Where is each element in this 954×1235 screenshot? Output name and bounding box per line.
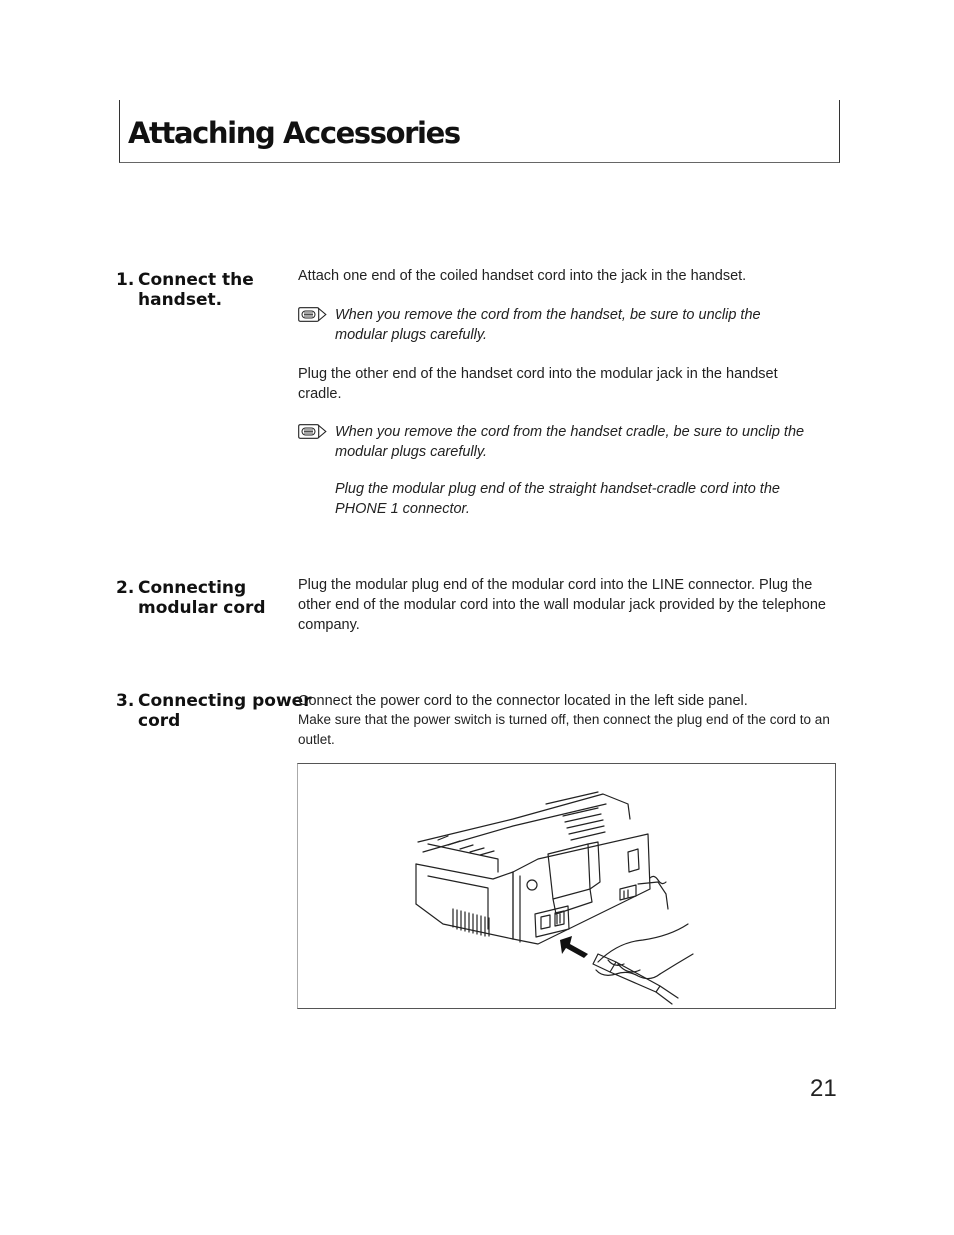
step-3-paragraph-1: Connect the power cord to the connector located in the left side panel. xyxy=(298,693,748,709)
step-3-heading-line2: cord xyxy=(138,711,181,731)
step-1-paragraph-2: Plug the other end of the handset cord into the modular jack in the handset cradle. xyxy=(298,366,778,402)
step-2-heading-line1: Connecting xyxy=(138,578,247,598)
step-2-number: 2. xyxy=(116,578,135,598)
step-1-note-2 xyxy=(298,422,835,462)
step-1-paragraph-3: Plug the modular plug end of the straight handset-cradle cord into the PHONE 1 connector. xyxy=(335,481,780,517)
step-1-heading-line1: Connect the xyxy=(138,270,254,290)
step-1-note-1-text: When you remove the cord from the handset, be sure to unclip the modular plugs carefully. xyxy=(335,307,761,343)
note-icon xyxy=(298,424,327,439)
step-1-instruction-3 xyxy=(298,479,825,519)
step-1-note-2-text: When you remove the cord from the handset cradle, be sure to unclip the modular plugs carefully. xyxy=(335,424,805,460)
step-1-paragraph-1: Attach one end of the coiled handset cord into the jack in the handset. xyxy=(298,268,747,284)
note-icon xyxy=(298,307,327,322)
step-2-heading-line2: modular cord xyxy=(138,598,266,618)
step-3-number: 3. xyxy=(116,691,135,711)
step-1-heading xyxy=(116,270,254,310)
step-1-number: 1. xyxy=(116,270,135,290)
step-2-paragraph-1: Plug the modular plug end of the modular cord into the LINE connector. Plug the other end of the modular cord into the wall modular jack provided by the telephone company. xyxy=(298,577,826,633)
page-title: Attaching Accessories xyxy=(128,116,460,150)
step-2-heading xyxy=(116,578,266,618)
step-3-heading xyxy=(116,691,312,731)
power-cord-illustration xyxy=(297,763,836,1009)
fax-machine-drawing xyxy=(298,764,835,1008)
step-3-paragraph-2: Make sure that the power switch is turned off, then connect the plug end of the cord to an outlet. xyxy=(298,712,830,747)
step-1-heading-line2: handset. xyxy=(138,290,223,310)
step-1-note-1 xyxy=(298,305,805,345)
page-number: 21 xyxy=(810,1075,837,1102)
step-3-heading-line1: Connecting power xyxy=(138,691,312,711)
arrow-icon xyxy=(560,936,588,958)
